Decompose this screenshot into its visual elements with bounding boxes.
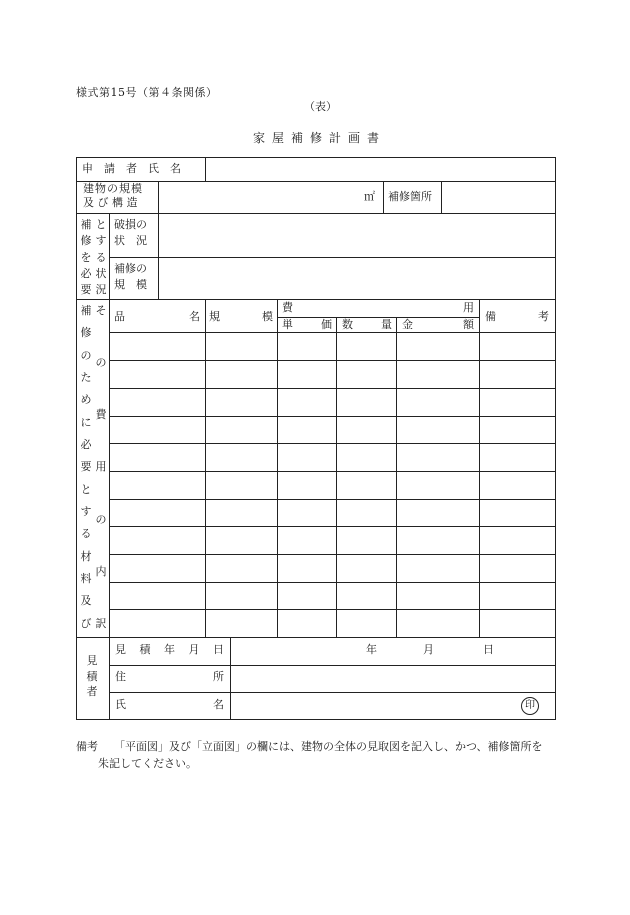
area-unit: ㎡ bbox=[364, 190, 375, 203]
vertical-char: 必 bbox=[80, 438, 92, 452]
repair-location-label: 補修箇所 bbox=[388, 190, 432, 203]
document-title: 家屋補修計画書 bbox=[253, 131, 387, 145]
vertical-char: 修 bbox=[80, 326, 92, 340]
vertical-char: 料 bbox=[80, 572, 92, 586]
estimate-day-label: 日 bbox=[483, 643, 494, 656]
address-label: 住 所 bbox=[115, 670, 224, 683]
estimate-date-label: 見 積 年 月 日 bbox=[115, 643, 224, 656]
vertical-char: と bbox=[80, 482, 92, 496]
vertical-char: 及 bbox=[80, 594, 92, 608]
vertical-char: 材 bbox=[80, 549, 92, 563]
estimate-month-label: 月 bbox=[423, 643, 434, 656]
materials-group-col1 bbox=[80, 305, 92, 629]
repair-scale-label-line2: 規 模 bbox=[114, 278, 147, 291]
applicant-name-label: 申 請 者 氏 名 bbox=[82, 162, 181, 175]
col-remarks-header: 備 考 bbox=[485, 310, 549, 323]
vertical-char: 補 bbox=[80, 304, 92, 317]
vertical-char: め bbox=[80, 393, 92, 407]
side-label: （表） bbox=[304, 100, 337, 113]
col-amount-header: 金 額 bbox=[402, 318, 474, 331]
vertical-char: 要 bbox=[80, 460, 92, 474]
vertical-char: る bbox=[80, 527, 92, 541]
vertical-char: の bbox=[80, 348, 92, 362]
damage-label-line2: 状 況 bbox=[114, 234, 147, 247]
col-quantity-header: 数 量 bbox=[342, 318, 392, 331]
estimate-year-label: 年 bbox=[366, 643, 377, 656]
remarks-note-line1: 「平面図」及び「立面図」の欄には、建物の全体の見取図を記入し、かつ、補修箇所を bbox=[114, 740, 543, 753]
vertical-char: た bbox=[80, 371, 92, 385]
vertical-char: の bbox=[95, 512, 107, 526]
remarks-note-head: 備考 bbox=[76, 740, 98, 753]
building-scale-label-line2: 及 び 構 造 bbox=[83, 196, 138, 209]
vertical-char: 内 bbox=[95, 564, 107, 578]
repair-condition-group-col1: 補 修 を 必 要 bbox=[80, 218, 92, 296]
col-scale-header: 規 模 bbox=[209, 310, 273, 323]
col-item-header: 品 名 bbox=[114, 310, 200, 323]
remarks-note-line2: 朱記してください。 bbox=[98, 757, 197, 770]
materials-group-col2 bbox=[95, 305, 107, 629]
repair-scale-label-line1: 補修の bbox=[114, 262, 147, 275]
seal-mark: 印 bbox=[521, 697, 539, 715]
vertical-char: 用 bbox=[95, 460, 107, 474]
col-cost-header: 費 用 bbox=[282, 301, 474, 314]
repair-condition-group-col2: と す る 状 況 bbox=[95, 218, 107, 296]
estimator-group-label: 見 積 者 bbox=[86, 654, 98, 698]
form-grid bbox=[76, 157, 556, 720]
vertical-char: す bbox=[80, 505, 92, 519]
vertical-char: び bbox=[80, 616, 92, 630]
building-scale-label-line1: 建物の規模 bbox=[83, 182, 143, 195]
vertical-char: 訳 bbox=[95, 616, 107, 630]
damage-label-line1: 破損の bbox=[114, 218, 147, 231]
vertical-char: 費 bbox=[95, 408, 107, 422]
repair-plan-form bbox=[76, 157, 556, 720]
col-unit-price-header: 単 価 bbox=[282, 318, 332, 331]
form-number: 様式第15号（第４条関係） bbox=[76, 86, 218, 99]
vertical-char: の bbox=[95, 356, 107, 370]
vertical-char: に bbox=[80, 415, 92, 429]
name-label: 氏 名 bbox=[115, 698, 224, 711]
vertical-char: そ bbox=[95, 304, 107, 317]
